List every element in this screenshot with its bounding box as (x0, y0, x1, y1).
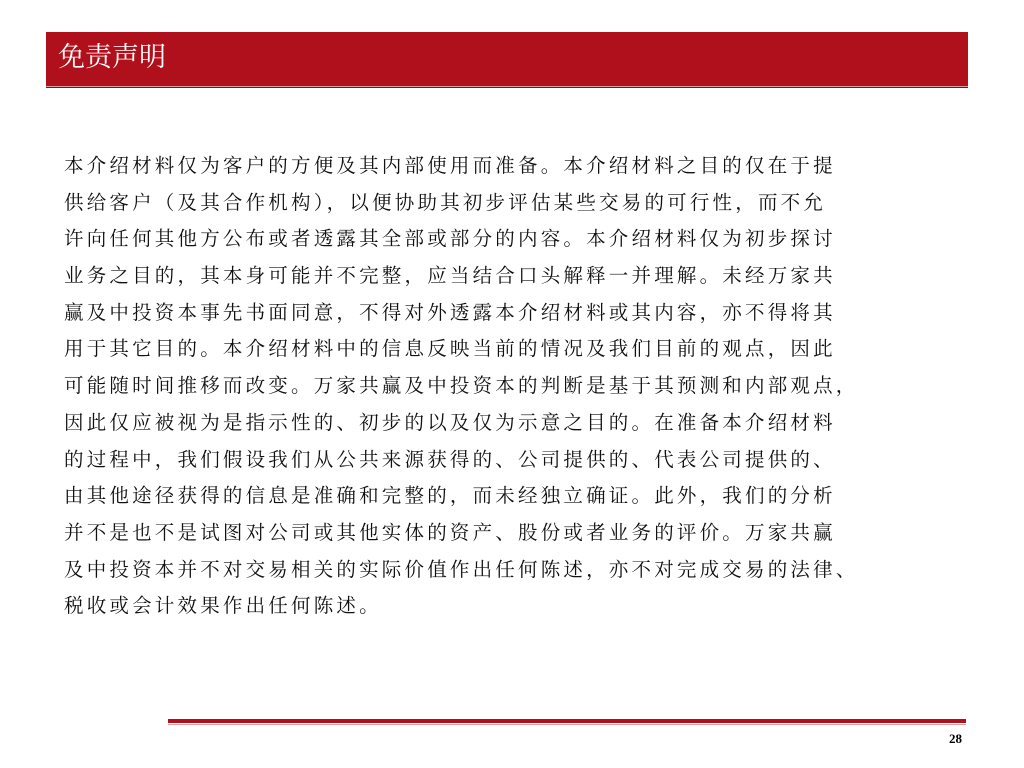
body-line: 业务之目的，其本身可能并不完整，应当结合口头解释一并理解。未经万家共 (64, 264, 836, 288)
footer-rule-shadow (168, 724, 966, 725)
body-line: 因此仅应被视为是指示性的、初步的以及仅为示意之目的。在准备本介绍材料 (64, 410, 836, 434)
disclaimer-body (64, 148, 964, 625)
body-line: 供给客户（及其合作机构），以便协助其初步评估某些交易的可行性，而不允 (64, 190, 827, 214)
body-line: 及中投资本并不对交易相关的实际价值作出任何陈述，亦不对完成交易的法律、 (64, 557, 859, 581)
body-line: 的过程中，我们假设我们从公共来源获得的、公司提供的、代表公司提供的、 (64, 447, 836, 471)
page-title: 免责声明 (58, 42, 166, 73)
body-line: 用于其它目的。本介绍材料中的信息反映当前的情况及我们目前的观点，因此 (64, 337, 836, 361)
body-line: 许向任何其他方公布或者透露其全部或部分的内容。本介绍材料仅为初步探讨 (64, 227, 836, 251)
body-line: 赢及中投资本事先书面同意，不得对外透露本介绍材料或其内容，亦不得将其 (64, 300, 836, 324)
footer-rule (168, 719, 966, 723)
body-line: 税收或会计效果作出任何陈述。 (64, 594, 382, 618)
title-bar (46, 32, 968, 88)
page-number: 28 (949, 731, 962, 746)
body-line: 并不是也不是试图对公司或其他实体的资产、股份或者业务的评价。万家共赢 (64, 520, 836, 544)
body-line: 由其他途径获得的信息是准确和完整的，而未经独立确证。此外，我们的分析 (64, 484, 836, 508)
body-line: 本介绍材料仅为客户的方便及其内部使用而准备。本介绍材料之目的仅在于提 (64, 154, 836, 177)
title-divider (46, 86, 968, 87)
body-line: 可能随时间推移而改变。万家共赢及中投资本的判断是基于其预测和内部观点， (64, 374, 859, 398)
